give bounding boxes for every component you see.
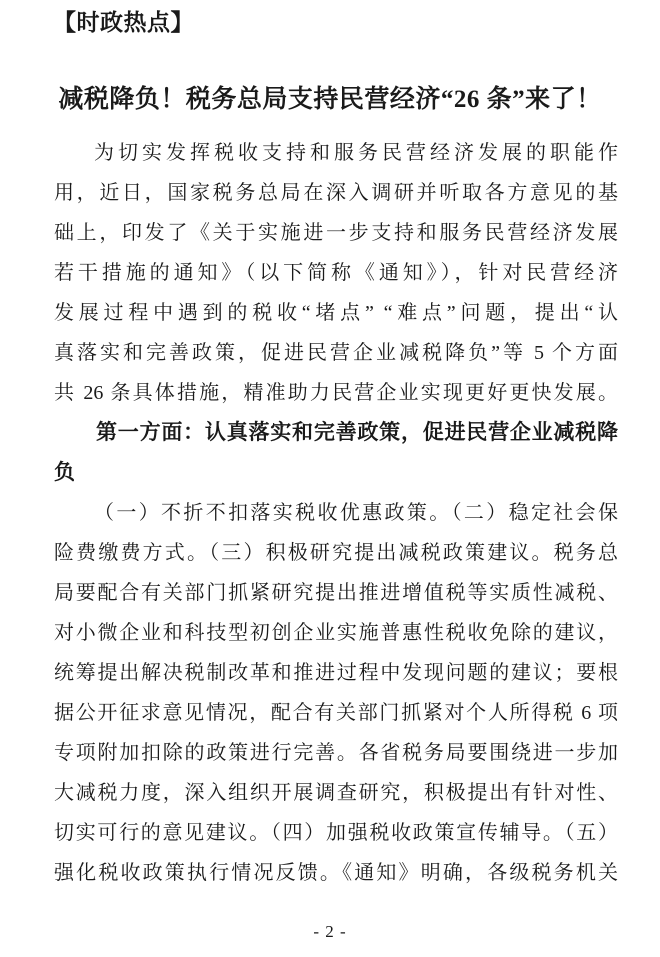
body-line: 础上，印发了《关于实施进一步支持和服务民营经济发展 — [54, 222, 618, 244]
body-line: 据公开征求意见情况，配合有关部门抓紧对个人所得税 6 项 — [54, 702, 618, 724]
section-tag: 【时政热点】 — [53, 9, 194, 35]
body-line: 真落实和完善政策，促进民营企业减税降负”等 5 个方面 — [54, 342, 618, 364]
heading-line: 负 — [54, 461, 75, 484]
body-line: 专项附加扣除的政策进行完善。各省税务局要围绕进一步加 — [54, 742, 618, 764]
body-line: 发展过程中遇到的税收“堵点” “难点”问题，提出“认 — [54, 302, 618, 324]
body-line: 用，近日，国家税务总局在深入调研并听取各方意见的基 — [54, 182, 618, 204]
body-line: 若干措施的通知》（以下简称《通知》），针对民营经济 — [54, 262, 618, 284]
article-title: 减税降负！税务总局支持民营经济“26 条”来了！ — [58, 86, 602, 113]
body-line: 局要配合有关部门抓紧研究提出推进增值税等实质性减税、 — [54, 582, 618, 604]
body-line: 共 26 条具体措施，精准助力民营企业实现更好更快发展。 — [54, 382, 618, 404]
body-line: 强化税收政策执行情况反馈。《通知》明确，各级税务机关 — [54, 862, 618, 884]
body-text — [54, 133, 618, 893]
body-line: 险费缴费方式。（三）积极研究提出减税政策建议。税务总 — [54, 542, 618, 564]
body-line: 统筹提出解决税制改革和推进过程中发现问题的建议；要根 — [54, 662, 618, 684]
body-line: 对小微企业和科技型初创企业实施普惠性税收免除的建议， — [54, 622, 618, 644]
body-line: 为切实发挥税收支持和服务民营经济发展的职能作 — [94, 142, 618, 164]
heading-line: 第一方面：认真落实和完善政策，促进民营企业减税降 — [96, 421, 618, 444]
body-line: （一）不折不扣落实税收优惠政策。（二）稳定社会保 — [94, 502, 618, 524]
body-line: 切实可行的意见建议。（四）加强税收政策宣传辅导。（五） — [54, 822, 618, 844]
page-number: - 2 - — [313, 922, 347, 941]
body-line: 大减税力度，深入组织开展调查研究，积极提出有针对性、 — [54, 782, 618, 804]
